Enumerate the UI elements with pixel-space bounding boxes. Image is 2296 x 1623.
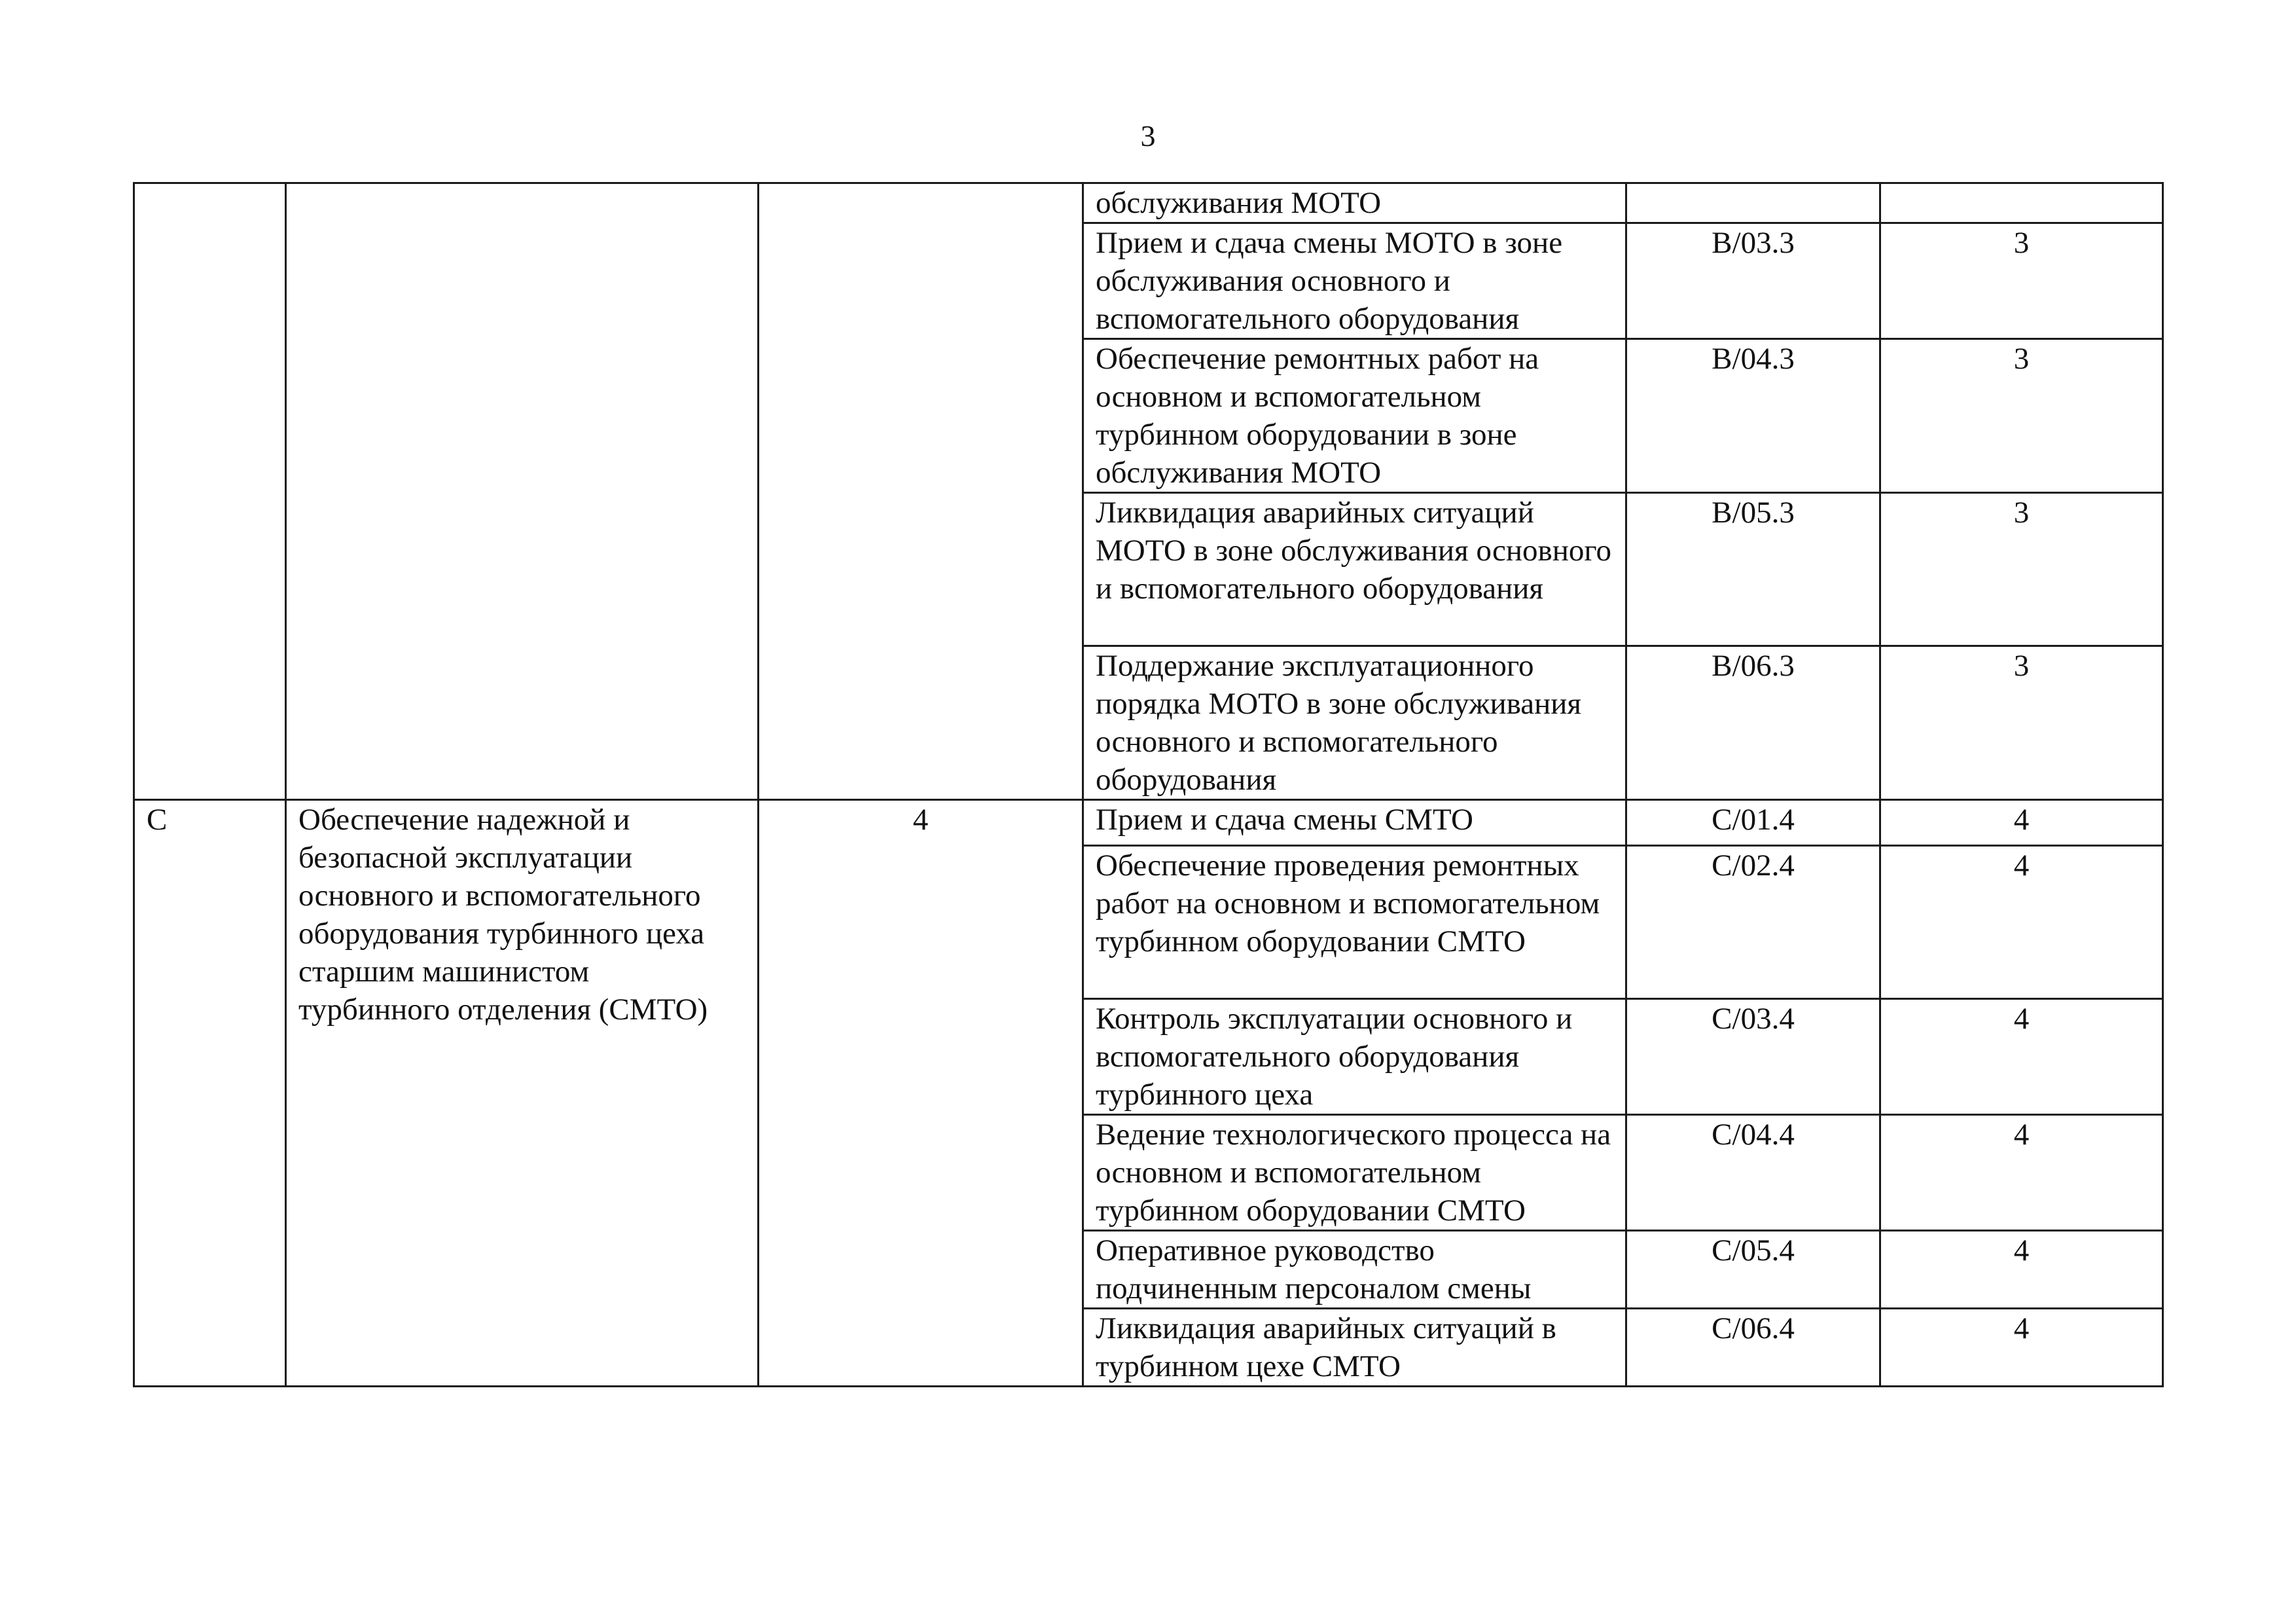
function-code: C/06.4 — [1712, 1311, 1795, 1345]
function-code: C/01.4 — [1712, 803, 1795, 837]
group-code: C — [147, 803, 168, 837]
function-level-cell — [1880, 339, 2163, 493]
function-name: обслуживания МОТО — [1096, 186, 1382, 220]
function-code: C/05.4 — [1712, 1233, 1795, 1267]
function-name: Прием и сдача смены СМТО — [1096, 803, 1473, 837]
function-code-cell — [1626, 1231, 1880, 1309]
function-code-cell — [1626, 183, 1880, 223]
function-level: 4 — [2013, 1118, 2030, 1152]
functions-table — [133, 182, 2164, 1387]
function-level-cell — [1880, 493, 2163, 646]
function-name: Контроль эксплуатации основного и вспомогательного оборудования турбинного цеха — [1096, 1002, 1573, 1112]
group-c-level-cell — [759, 800, 1083, 1387]
function-code: B/03.3 — [1712, 226, 1795, 260]
function-level: 4 — [2013, 848, 2030, 883]
function-code-cell — [1626, 1309, 1880, 1387]
group-b-level-cell — [759, 183, 1083, 800]
function-level-cell — [1880, 183, 2163, 223]
function-name-cell — [1083, 646, 1626, 800]
group-c-code-cell — [134, 800, 286, 1387]
function-level-cell — [1880, 646, 2163, 800]
function-name-cell — [1083, 846, 1626, 999]
function-level-cell — [1880, 846, 2163, 999]
function-name: Обеспечение ремонтных работ на основном и вспомогательном турбинном оборудовании в зоне обслуживания МОТО — [1096, 342, 1539, 490]
function-code: C/03.4 — [1712, 1002, 1795, 1036]
page-number: 3 — [1140, 119, 1156, 153]
function-name-cell — [1083, 1309, 1626, 1387]
function-code: B/06.3 — [1712, 649, 1795, 683]
function-level: 4 — [2013, 1002, 2030, 1036]
function-name: Поддержание эксплуатационного порядка МОТО в зоне обслуживания основного и вспомогательного оборудования — [1096, 649, 1582, 797]
function-level-cell — [1880, 800, 2163, 846]
table-row — [134, 183, 2163, 223]
group-b-name-cell — [286, 183, 759, 800]
function-code-cell — [1626, 493, 1880, 646]
function-code: B/04.3 — [1712, 342, 1795, 376]
function-name-cell — [1083, 493, 1626, 646]
function-name-cell — [1083, 1231, 1626, 1309]
function-code-cell — [1626, 339, 1880, 493]
function-code-cell — [1626, 223, 1880, 339]
group-level: 4 — [912, 803, 929, 837]
group-name: Обеспечение надежной и безопасной эксплуатации основного и вспомогательного оборудования турбинного цеха старшим машинистом турбинного отделения (СМТО) — [298, 803, 708, 1027]
function-level: 4 — [2013, 803, 2030, 837]
function-name-cell — [1083, 339, 1626, 493]
function-level-cell — [1880, 1115, 2163, 1231]
function-code-cell — [1626, 999, 1880, 1115]
function-name-cell — [1083, 800, 1626, 846]
function-code: B/05.3 — [1712, 496, 1795, 530]
function-name-cell — [1083, 999, 1626, 1115]
function-level: 3 — [2013, 342, 2030, 376]
function-code-cell — [1626, 1115, 1880, 1231]
group-b-code-cell — [134, 183, 286, 800]
function-name: Ведение технологического процесса на основном и вспомогательном турбинном оборудовании СМТО — [1096, 1118, 1611, 1228]
function-name: Обеспечение проведения ремонтных работ на основном и вспомогательном турбинном оборудовании СМТО — [1096, 848, 1600, 958]
function-level: 3 — [2013, 496, 2030, 530]
function-name-cell — [1083, 223, 1626, 339]
function-name-cell — [1083, 183, 1626, 223]
function-level: 3 — [2013, 649, 2030, 683]
function-name: Прием и сдача смены МОТО в зоне обслуживания основного и вспомогательного оборудования — [1096, 226, 1563, 336]
function-level-cell — [1880, 999, 2163, 1115]
function-name-cell — [1083, 1115, 1626, 1231]
function-level-cell — [1880, 223, 2163, 339]
function-code-cell — [1626, 800, 1880, 846]
table-row — [134, 800, 2163, 846]
function-code: C/04.4 — [1712, 1118, 1795, 1152]
function-name: Оперативное руководство подчиненным персоналом смены — [1096, 1233, 1532, 1305]
group-c-name-cell — [286, 800, 759, 1387]
function-code-cell — [1626, 846, 1880, 999]
function-name: Ликвидация аварийных ситуаций МОТО в зоне обслуживания основного и вспомогательного оборудования — [1096, 496, 1611, 606]
function-level: 4 — [2013, 1233, 2030, 1267]
function-name: Ликвидация аварийных ситуаций в турбинном цехе СМТО — [1096, 1311, 1556, 1383]
function-level: 4 — [2013, 1311, 2030, 1345]
function-code: C/02.4 — [1712, 848, 1795, 883]
function-level-cell — [1880, 1231, 2163, 1309]
function-level: 3 — [2013, 226, 2030, 260]
function-code-cell — [1626, 646, 1880, 800]
function-level-cell — [1880, 1309, 2163, 1387]
